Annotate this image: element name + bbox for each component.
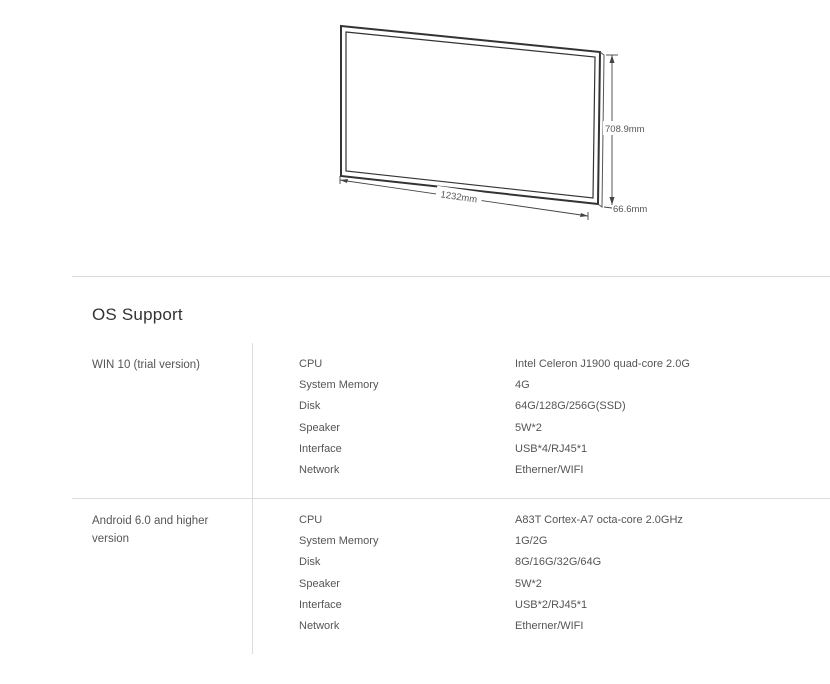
spec-value: A83T Cortex-A7 octa-core 2.0GHz <box>515 514 683 526</box>
dimension-diagram <box>0 0 830 260</box>
spec-row <box>0 578 830 599</box>
spec-value: Etherner/WIFI <box>515 620 584 632</box>
spec-value: 64G/128G/256G(SSD) <box>515 400 626 412</box>
spec-value: Etherner/WIFI <box>515 464 584 476</box>
spec-value: USB*4/RJ45*1 <box>515 443 588 455</box>
spec-value: USB*2/RJ45*1 <box>515 599 588 611</box>
spec-key: Disk <box>299 400 321 412</box>
spec-value: 1G/2G <box>515 535 548 547</box>
spec-row <box>0 535 830 556</box>
spec-value: 5W*2 <box>515 422 542 434</box>
spec-key: System Memory <box>299 535 379 547</box>
display-screen <box>346 32 595 198</box>
section-divider <box>72 276 830 277</box>
spec-row <box>0 464 830 485</box>
spec-key: Speaker <box>299 422 340 434</box>
spec-row <box>0 620 830 641</box>
row-divider <box>72 498 830 499</box>
spec-key: CPU <box>299 358 323 370</box>
spec-key: System Memory <box>299 379 379 391</box>
spec-value: 5W*2 <box>515 578 542 590</box>
os-name: WIN 10 (trial version) <box>92 359 200 371</box>
spec-row <box>0 556 830 577</box>
spec-key: Disk <box>299 556 321 568</box>
spec-row <box>0 443 830 464</box>
spec-row <box>0 514 830 535</box>
spec-key: Network <box>299 620 340 632</box>
spec-row <box>0 599 830 620</box>
spec-row <box>0 422 830 443</box>
spec-row <box>0 379 830 400</box>
spec-key: Interface <box>299 599 342 611</box>
section-title: OS Support <box>92 305 183 324</box>
spec-key: Speaker <box>299 578 340 590</box>
spec-value: 8G/16G/32G/64G <box>515 556 602 568</box>
spec-key: Network <box>299 464 340 476</box>
spec-key: CPU <box>299 514 323 526</box>
spec-value: Intel Celeron J1900 quad-core 2.0G <box>515 358 690 370</box>
height-label: 708.9mm <box>605 124 645 135</box>
os-name: Android 6.0 and higher version <box>92 515 209 545</box>
spec-row <box>0 358 830 379</box>
spec-value: 4G <box>515 379 530 391</box>
width-label: 1232mm <box>439 189 478 206</box>
depth-label: 66.6mm <box>613 204 648 215</box>
spec-key: Interface <box>299 443 342 455</box>
spec-row <box>0 400 830 421</box>
